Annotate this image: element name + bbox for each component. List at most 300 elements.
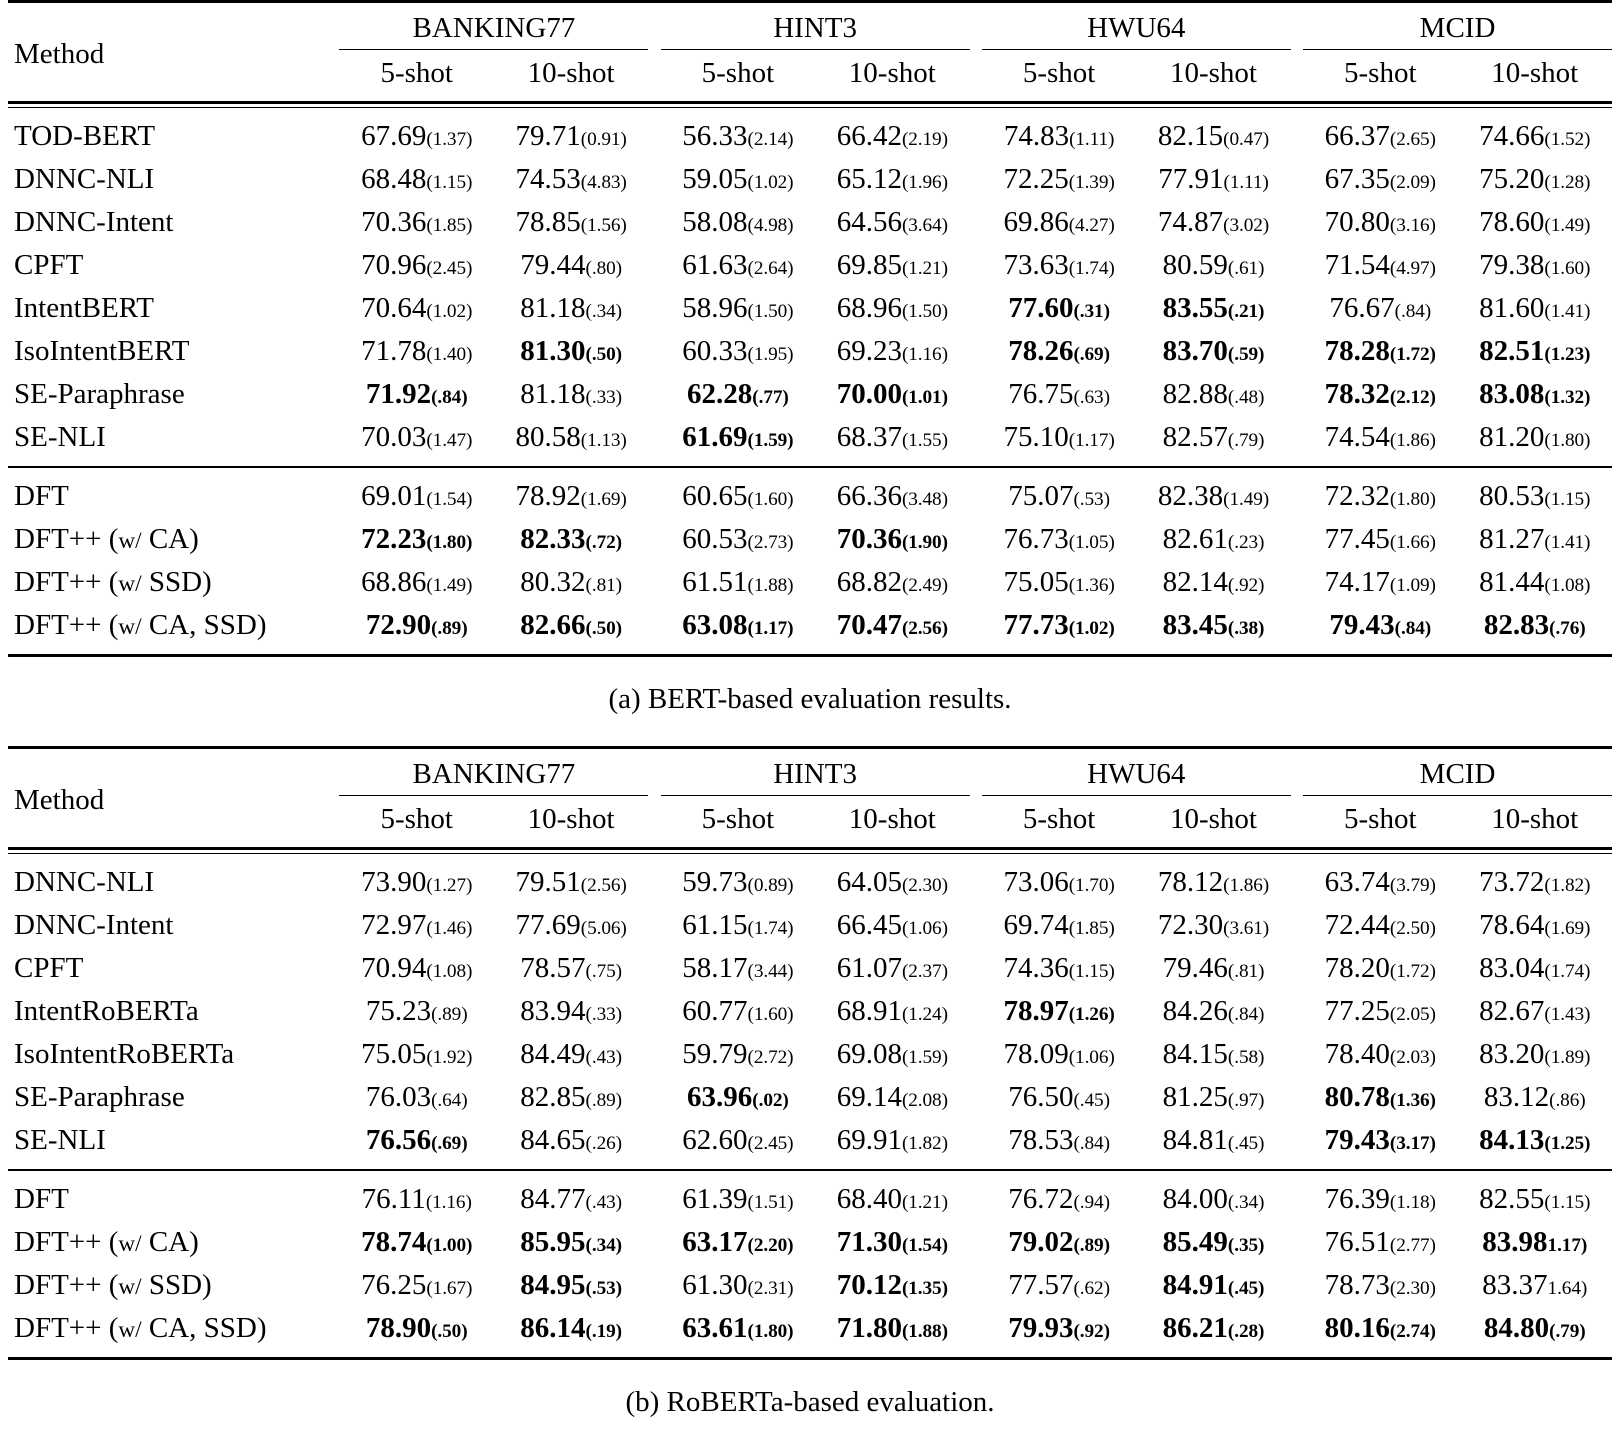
group-gap [648,604,660,656]
score-cell [982,854,1136,905]
score-cell [1303,1221,1457,1264]
shot-header: 10-shot [1169,57,1257,89]
score-cell [1136,904,1290,947]
score-mean: 61.63 [682,249,748,281]
score-cell [1457,416,1612,467]
score-std: (.84) [1073,1133,1110,1154]
score-mean: 80.16 [1324,1312,1390,1344]
group-gap [1291,1119,1303,1170]
score-std: (2.03) [1389,1047,1436,1068]
score-std: (.97) [1227,1090,1265,1111]
score-std: (0.91) [580,129,627,150]
table-row [8,1033,1612,1076]
score-mean: 74.36 [1003,952,1069,984]
score-mean: 64.05 [836,866,902,898]
score-mean: 79.02 [1008,1226,1074,1258]
table-row [8,158,1612,201]
group-gap [327,1307,339,1359]
score-std: (1.16) [425,1192,472,1213]
score-std: (1.28) [1544,172,1591,193]
score-std: (1.02) [426,301,473,322]
group-gap [327,990,339,1033]
score-cell [815,330,969,373]
score-std: (.72) [585,532,622,553]
group-gap [327,1033,339,1076]
results-table-bert [8,0,1612,657]
score-mean: 83.20 [1479,1038,1545,1070]
score-cell [339,416,493,467]
table-row [8,561,1612,604]
score-mean: 72.32 [1324,480,1390,512]
group-gap [648,1033,660,1076]
score-std: (.94) [1073,1192,1110,1213]
score-std: (1.35) [901,1278,948,1299]
group-gap [648,244,660,287]
group-gap [1291,1171,1303,1221]
score-mean: 85.95 [520,1226,586,1258]
score-std: (.62) [1073,1278,1110,1299]
score-mean: 63.61 [682,1312,748,1344]
score-mean: 61.30 [682,1269,748,1301]
score-std: (.84) [1394,618,1432,639]
score-mean: 79.44 [520,249,586,281]
score-std: (1.13) [580,430,627,451]
score-mean: 61.69 [682,421,748,453]
score-cell [982,468,1136,518]
method-qualifier: w/ [118,614,142,640]
score-cell [1457,990,1612,1033]
group-gap [648,50,660,103]
method-column-header: Method [14,38,105,70]
group-gap [970,561,982,604]
group-gap [648,287,660,330]
group-gap [327,796,339,849]
score-cell [339,518,493,561]
score-std: (1.25) [1544,1133,1591,1154]
score-mean: 81.30 [520,335,586,367]
group-gap [970,158,982,201]
score-cell [1136,604,1290,656]
score-cell [815,287,969,330]
score-cell [1457,201,1612,244]
score-std: (2.77) [1389,1235,1436,1256]
score-mean: 71.92 [365,378,432,410]
group-gap [970,854,982,905]
score-std: (1.47) [426,430,473,451]
score-cell [339,904,493,947]
score-mean: 61.07 [836,952,902,984]
score-mean: 84.80 [1483,1312,1550,1344]
score-mean: 77.25 [1324,995,1390,1027]
score-mean: 84.49 [520,1038,586,1070]
score-cell [1457,108,1612,159]
score-cell [815,468,969,518]
score-mean: 68.86 [361,566,427,598]
score-cell [1457,1264,1612,1307]
score-cell [815,373,969,416]
score-cell [661,468,815,518]
group-gap [970,1119,982,1170]
score-cell [1457,604,1612,656]
score-cell [982,108,1136,159]
score-std: (2.14) [747,129,794,150]
score-mean: 70.47 [836,609,902,641]
score-std: (3.79) [1389,875,1436,896]
score-cell [815,904,969,947]
group-gap [327,854,339,905]
score-mean: 80.78 [1324,1081,1390,1113]
score-cell [1457,1119,1612,1170]
score-mean: 82.51 [1479,335,1545,367]
score-cell [1136,1171,1290,1221]
dataset-header-banking77: BANKING77 [412,12,576,44]
score-cell [1136,1307,1290,1359]
score-std: (.31) [1073,301,1110,322]
score-cell [339,108,493,159]
score-mean: 70.64 [361,292,427,324]
score-cell [1457,244,1612,287]
score-std: (1.39) [1068,172,1115,193]
score-cell [1457,330,1612,373]
method-qualifier: w/ [118,1317,142,1343]
score-std: (.33) [585,387,622,408]
score-mean: 59.73 [682,866,748,898]
shot-header: 10-shot [848,57,936,89]
score-std: (1.24) [901,1004,948,1025]
method-qualifier: w/ [118,528,142,554]
score-cell [982,416,1136,467]
score-cell [1457,854,1612,905]
group-gap [970,990,982,1033]
score-cell [661,561,815,604]
group-gap [648,796,660,849]
group-gap [1291,904,1303,947]
table-section [8,854,1612,1171]
score-cell [1136,468,1290,518]
score-mean: 78.85 [515,206,581,238]
score-mean: 66.36 [836,480,902,512]
method-qualifier: w/ [118,1231,142,1257]
score-std: (.53) [585,1278,622,1299]
score-cell [661,108,815,159]
score-std: (.45) [1073,1090,1110,1111]
score-mean: 78.92 [515,480,581,512]
shot-header: 5-shot [1344,57,1417,89]
score-mean: 76.03 [365,1081,432,1113]
shot-header: 5-shot [701,803,775,835]
score-std: (1.56) [580,215,627,236]
score-std: (2.45) [747,1133,794,1154]
table-row [8,373,1612,416]
score-cell [982,904,1136,947]
score-std: (3.48) [901,489,948,510]
score-mean: 78.60 [1479,206,1545,238]
score-mean: 79.46 [1162,952,1228,984]
score-std: (1.95) [747,344,794,365]
score-cell [982,604,1136,656]
score-std: (.26) [585,1133,622,1154]
score-std: (0.47) [1223,129,1270,150]
method-name: DNNC-Intent [14,909,174,941]
score-std: (.45) [1227,1278,1265,1299]
score-std: (.81) [1227,961,1265,982]
score-mean: 65.12 [836,163,902,195]
group-gap [970,3,982,50]
score-cell [1457,158,1612,201]
score-mean: 76.73 [1003,523,1069,555]
score-std: (1.26) [1068,1004,1115,1025]
score-cell [982,1119,1136,1170]
score-std: (.89) [1073,1235,1110,1256]
score-mean: 82.15 [1157,120,1224,152]
group-gap [1291,1264,1303,1307]
score-cell [982,518,1136,561]
method-name: SE-Paraphrase [14,378,185,410]
group-gap [327,904,339,947]
score-mean: 76.75 [1008,378,1074,410]
score-std: (.59) [1227,344,1265,365]
score-cell [1136,1264,1290,1307]
score-mean: 69.91 [836,1124,902,1156]
score-mean: 72.25 [1003,163,1069,195]
table-row [8,244,1612,287]
group-gap [327,158,339,201]
score-cell [1303,561,1457,604]
group-gap [970,1264,982,1307]
score-mean: 78.64 [1479,909,1545,941]
score-std: (1.09) [1389,575,1436,596]
group-gap [1291,604,1303,656]
score-mean: 70.80 [1324,206,1390,238]
score-std: (.38) [1227,618,1265,639]
score-std: (2.37) [901,961,948,982]
group-gap [970,749,982,796]
score-mean: 61.15 [682,909,748,941]
score-std: (1.11) [1069,129,1115,150]
score-std: (.23) [1227,532,1265,553]
score-mean: 68.82 [836,566,902,598]
dataset-header-hwu64: HWU64 [1087,12,1186,44]
group-gap [648,373,660,416]
score-cell [661,201,815,244]
group-gap [327,1264,339,1307]
group-gap [327,749,339,796]
table-head [8,748,1612,854]
score-mean: 76.25 [361,1269,427,1301]
score-std: (1.60) [747,489,794,510]
score-std: (1.90) [901,532,948,553]
score-mean: 84.91 [1162,1269,1228,1301]
group-gap [327,947,339,990]
score-mean: 58.08 [682,206,748,238]
group-gap [970,1076,982,1119]
dataset-header-hint3: HINT3 [773,758,857,790]
score-mean: 76.39 [1324,1183,1390,1215]
score-mean: 79.38 [1479,249,1545,281]
score-mean: 60.33 [682,335,748,367]
score-cell [1457,287,1612,330]
score-cell [1457,1171,1612,1221]
table-row [8,1264,1612,1307]
method-name: DNNC-Intent [14,206,174,238]
score-mean: 80.58 [515,421,581,453]
score-std: (.28) [1227,1321,1265,1342]
score-cell [339,373,493,416]
score-std: (1.49) [1223,489,1270,510]
score-mean: 59.79 [682,1038,748,1070]
score-cell [815,108,969,159]
score-cell [815,604,969,656]
score-cell [1136,518,1290,561]
score-std: (1.96) [901,172,948,193]
group-gap [1291,50,1303,103]
shot-header: 5-shot [701,57,775,89]
table-caption-roberta: (b) RoBERTa-based evaluation. [625,1386,995,1418]
score-std: (.69) [431,1133,468,1154]
score-std: (1.15) [426,172,473,193]
score-std: (.89) [431,1004,468,1025]
score-std: (2.65) [1389,129,1436,150]
group-gap [970,468,982,518]
score-cell [661,1119,815,1170]
dataset-header-banking77: BANKING77 [412,758,576,790]
score-mean: 72.90 [365,609,432,641]
shot-header: 10-shot [527,57,615,89]
group-gap [1291,561,1303,604]
score-cell [339,990,493,1033]
score-cell [1136,330,1290,373]
score-cell [1303,287,1457,330]
score-std: (0.89) [747,875,794,896]
score-cell [1457,373,1612,416]
score-cell [1136,287,1290,330]
score-std: (1.18) [1389,1192,1436,1213]
group-gap [648,201,660,244]
method-name: IsoIntentRoBERTa [14,1038,235,1070]
dataset-header-hwu64: HWU64 [1087,758,1186,790]
score-cell [1303,158,1457,201]
score-std: (.19) [585,1321,622,1342]
shot-header: 10-shot [848,803,936,835]
group-gap [970,373,982,416]
score-cell [982,1264,1136,1307]
score-std: (1.06) [901,918,948,939]
group-gap [1291,287,1303,330]
score-std: (1.74) [1068,258,1115,279]
score-cell [339,1171,493,1221]
group-gap [327,201,339,244]
score-cell [982,373,1136,416]
score-cell [815,1171,969,1221]
score-mean: 70.00 [836,378,902,410]
score-mean: 84.65 [520,1124,586,1156]
results-table-roberta [8,746,1612,1360]
score-std: (2.56) [901,618,948,639]
score-std: (1.01) [901,387,948,408]
score-mean: 78.32 [1324,378,1390,410]
score-mean: 62.28 [687,378,753,410]
group-gap [970,287,982,330]
group-gap [648,854,660,905]
score-std: (1.86) [1223,875,1270,896]
group-gap [970,796,982,849]
score-mean: 76.56 [365,1124,432,1156]
score-mean: 63.17 [682,1226,748,1258]
score-cell [1136,990,1290,1033]
score-std: (3.64) [901,215,948,236]
group-gap [327,518,339,561]
group-gap [1291,1221,1303,1264]
score-std: (5.06) [580,918,627,939]
score-std: (1.88) [901,1321,948,1342]
score-std: (.69) [1073,344,1110,365]
score-std: (.61) [1227,258,1265,279]
score-std: (1.46) [426,918,473,939]
method-name: DNNC-NLI [14,163,155,195]
score-cell [494,518,648,561]
shot-header: 5-shot [380,803,453,835]
method-name: TOD-BERT [14,120,156,152]
score-mean: 82.66 [520,609,586,641]
score-std: (1.37) [426,129,473,150]
table-section [8,468,1612,656]
score-cell [494,287,648,330]
score-mean: 76.51 [1324,1226,1390,1258]
score-std: (.35) [1227,1235,1265,1256]
score-cell [982,1033,1136,1076]
score-mean: 83.98 [1482,1226,1548,1258]
table-row [8,1171,1612,1221]
score-cell [982,330,1136,373]
score-cell [494,416,648,467]
score-cell [1136,108,1290,159]
group-gap [327,50,339,103]
score-std: (1.80) [1544,430,1591,451]
score-mean: 78.26 [1008,335,1074,367]
score-cell [661,1221,815,1264]
score-cell [661,904,815,947]
score-mean: 81.18 [520,292,586,324]
score-std: (.92) [1073,1321,1110,1342]
score-cell [1303,1171,1457,1221]
score-cell [661,1307,815,1359]
group-gap [648,749,660,796]
score-mean: 72.23 [361,523,427,555]
score-cell [339,1119,493,1170]
group-gap [970,1221,982,1264]
score-mean: 73.63 [1003,249,1069,281]
score-mean: 74.66 [1479,120,1545,152]
score-cell [1303,1264,1457,1307]
score-std: (1.41) [1544,301,1591,322]
score-cell [815,416,969,467]
score-mean: 73.72 [1479,866,1545,898]
score-cell [339,1264,493,1307]
score-mean: 77.60 [1008,292,1074,324]
score-std: (.63) [1073,387,1110,408]
method-name: DFT++ (w/ CA, SSD) [14,1312,267,1344]
score-std: (2.74) [1389,1321,1436,1342]
score-std: (.84) [1227,1004,1265,1025]
score-cell [494,201,648,244]
method-name: SE-NLI [14,421,106,453]
score-std: (2.19) [901,129,948,150]
score-std: (1.72) [1389,961,1436,982]
score-cell [815,201,969,244]
score-mean: 75.05 [361,1038,427,1070]
group-gap [648,1171,660,1221]
group-gap [648,904,660,947]
